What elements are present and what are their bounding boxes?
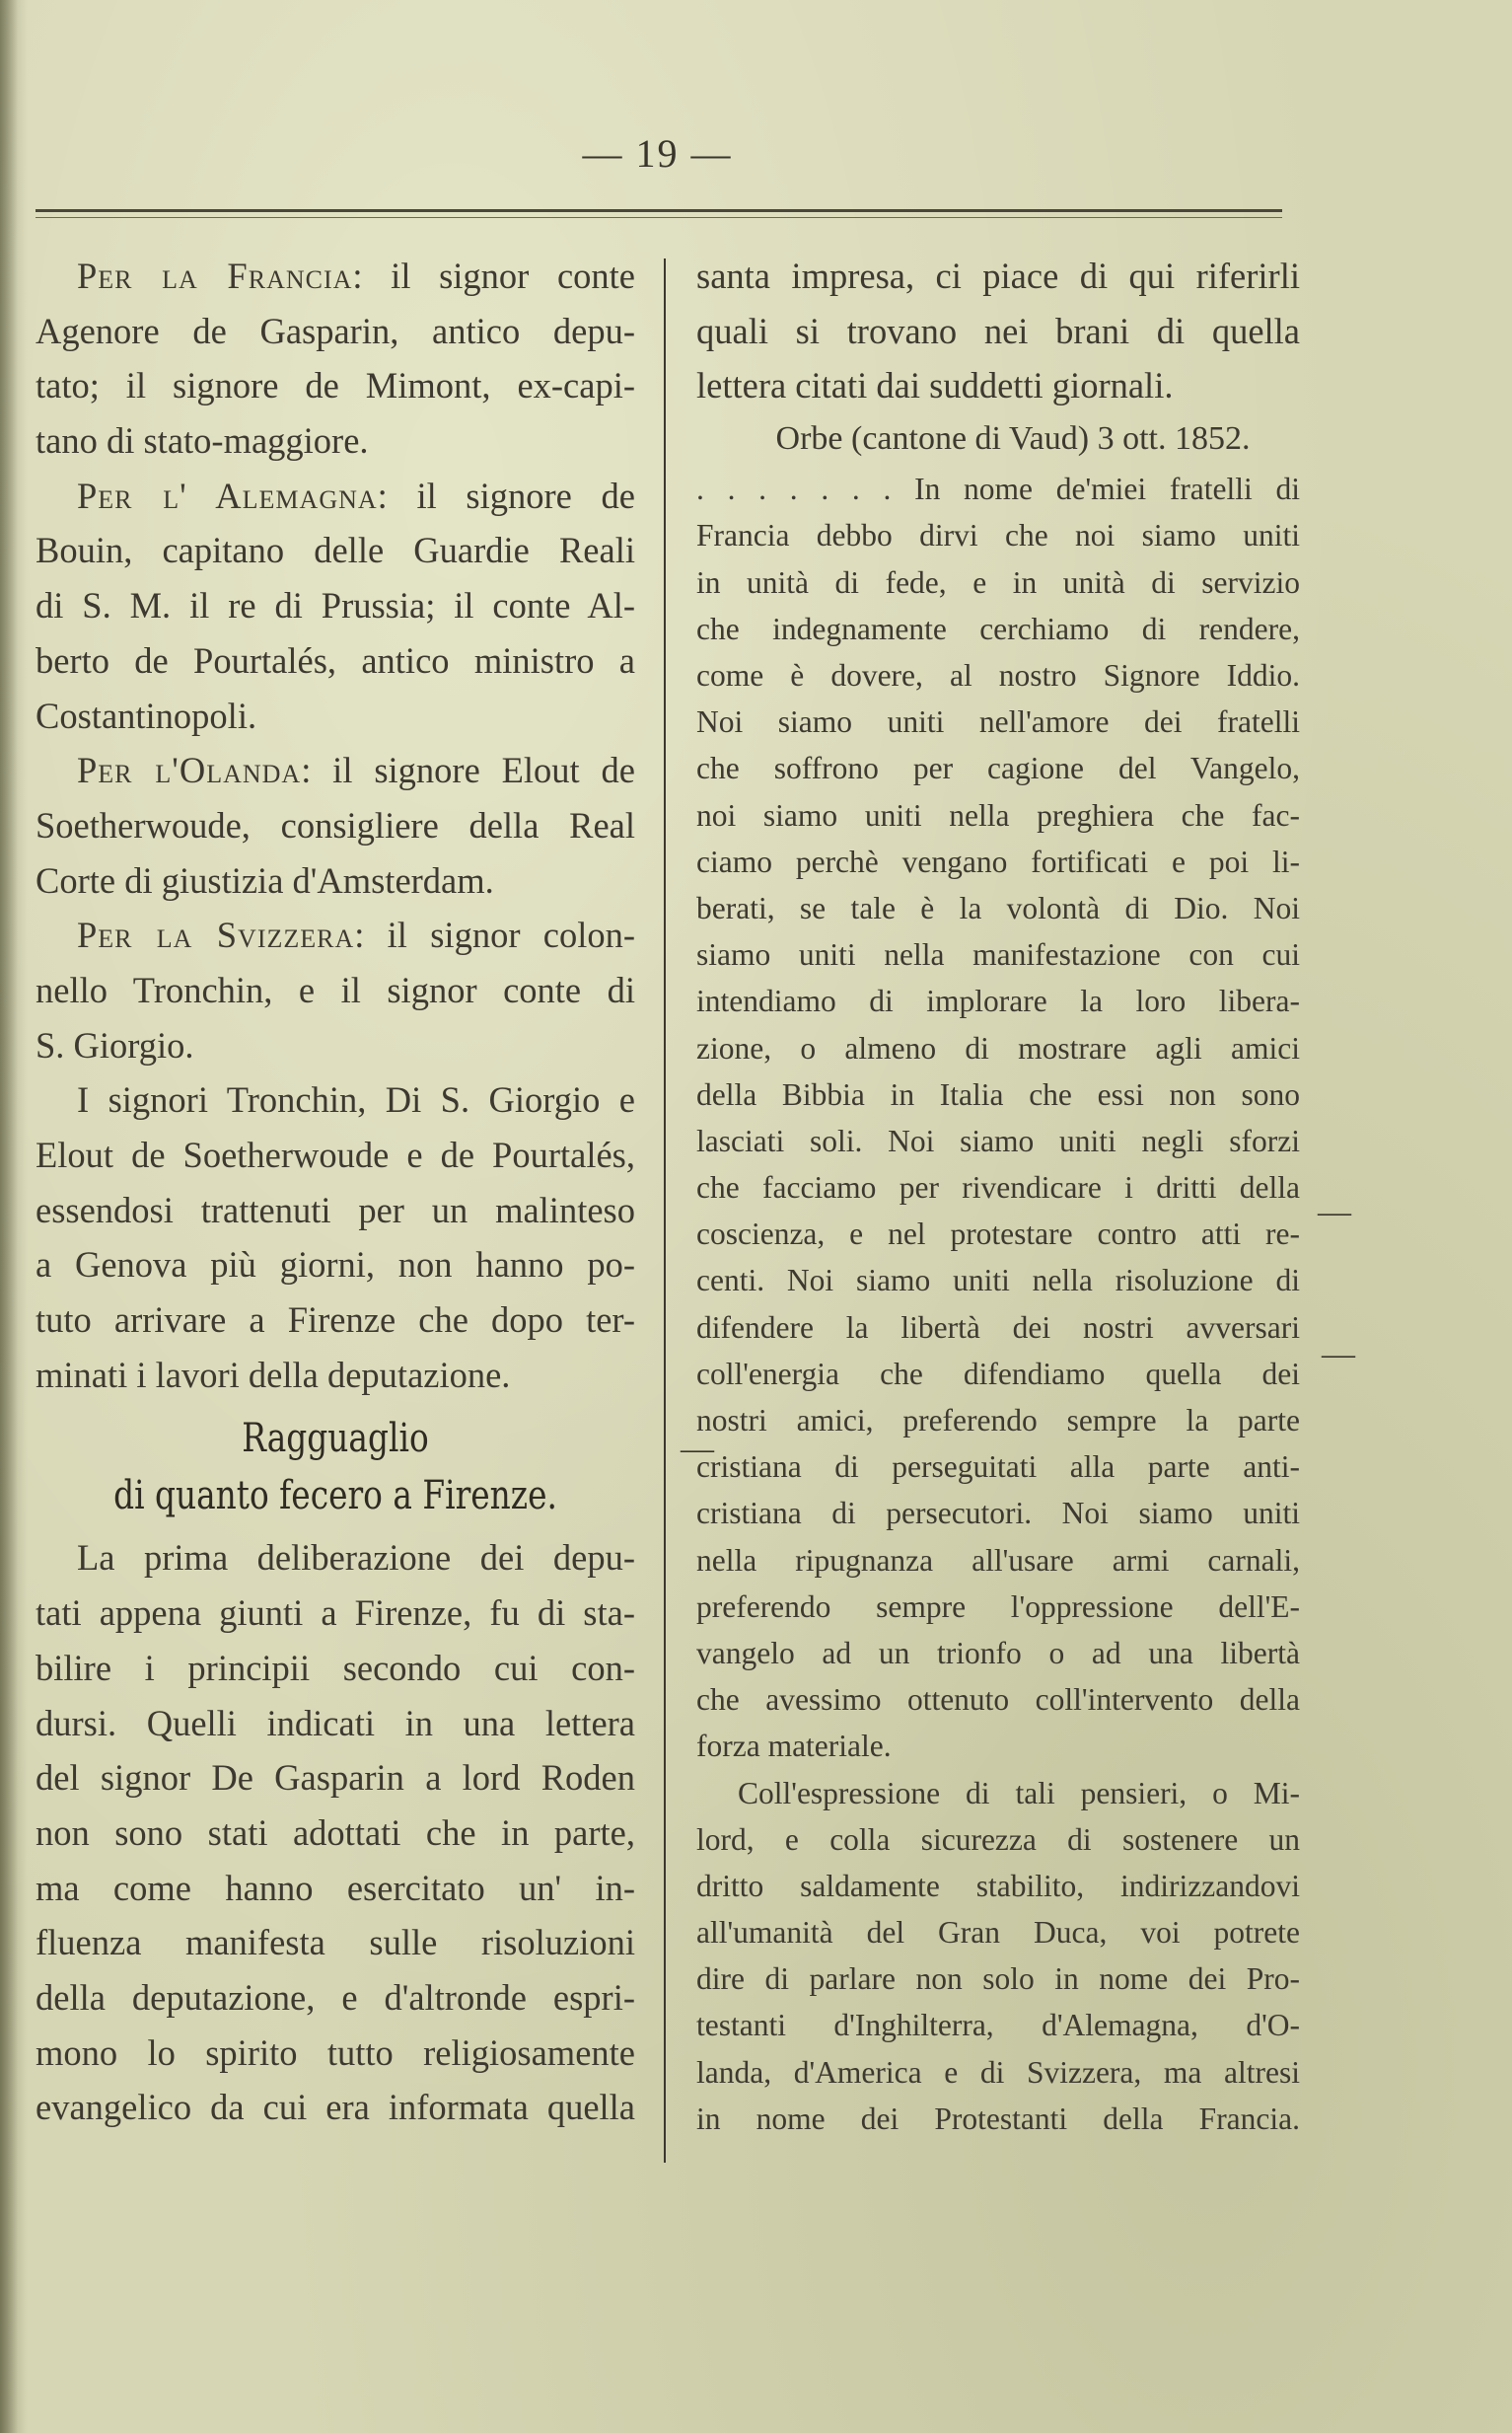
- paragraph-line: non sono stati adottati che in parte,: [36, 1811, 635, 1853]
- column-divider: [664, 258, 666, 2163]
- letter-line: intendiamo di implorare la loro libera-: [696, 984, 1300, 1019]
- letter-line: . . . . . . . In nome de'miei fratelli di: [696, 472, 1300, 507]
- paragraph-line: Per la Francia: il signor conte: [77, 256, 635, 296]
- letter-line: in nome dei Protestanti della Francia.: [696, 2101, 1300, 2136]
- letter-line: noi siamo uniti nella preghiera che fac-: [696, 797, 1300, 833]
- paragraph-olanda: [36, 743, 635, 908]
- margin-mark: —: [1322, 1336, 1355, 1372]
- paragraph-line: Per l' Alemagna: il signore de: [77, 475, 635, 516]
- letter-line: come è dovere, al nostro Signore Iddio.: [696, 658, 1300, 693]
- paragraph-line: di S. M. il re di Prussia; il conte Al-: [36, 585, 635, 627]
- paragraph-intro: [696, 249, 1300, 413]
- letter-line: Coll'espressione di tali pensieri, o Mi-: [738, 1775, 1300, 1810]
- paragraph-line: minati i lavori della deputazione.: [36, 1354, 511, 1395]
- margin-mark: —: [681, 1431, 714, 1467]
- section-title: Ragguaglio: [242, 1416, 429, 1462]
- paragraph-line: berto de Pourtalés, antico ministro a: [36, 639, 635, 681]
- page-number: — 19 —: [582, 131, 733, 176]
- paragraph-delay-note: [36, 1072, 635, 1402]
- letter-line: landa, d'America e di Svizzera, ma altresi: [696, 2054, 1300, 2090]
- letter-line: nostri amici, preferendo sempre la parte: [696, 1403, 1300, 1438]
- letter-line: Francia debbo dirvi che noi siamo uniti: [696, 518, 1300, 553]
- letter-line: dire di parlare non solo in nome dei Pro-: [696, 1961, 1300, 1997]
- paragraph-line: del signor De Gasparin a lord Roden: [36, 1757, 635, 1799]
- letter-line: testanti d'Inghilterra, d'Alemagna, d'O-: [696, 2008, 1300, 2043]
- paragraph-line: Elout de Soetherwoude e de Pourtalés,: [36, 1135, 635, 1175]
- paragraph-line: a Genova più giorni, non hanno po-: [36, 1244, 635, 1286]
- letter-line: della Bibbia in Italia che essi non sono: [696, 1076, 1300, 1112]
- letter-line: che avessimo ottenuto coll'intervento della: [696, 1682, 1300, 1718]
- letter-line: che indegnamente cerchiamo di rendere,: [696, 611, 1300, 646]
- paragraph-line: Soetherwoude, consigliere della Real: [36, 804, 635, 846]
- letter-line: nella ripugnanza all'usare armi carnali,: [696, 1542, 1300, 1578]
- letter-line: vangelo ad un trionfo o ad una libertà: [696, 1635, 1300, 1670]
- paragraph-line: Costantinopoli.: [36, 695, 257, 736]
- letter-line: difendere la libertà dei nostri avversari: [696, 1309, 1300, 1345]
- letter-line: cristiana di perseguitati alla parte anti-: [696, 1449, 1300, 1485]
- paragraph-line: lettera citati dai suddetti giornali.: [696, 365, 1174, 406]
- letter-line: centi. Noi siamo uniti nella risoluzione di: [696, 1263, 1300, 1298]
- paragraph-line: tato; il signore de Mimont, ex-capi-: [36, 365, 635, 406]
- paragraph-svizzera: [36, 908, 635, 1072]
- paragraph-line: I signori Tronchin, Di S. Giorgio e: [77, 1079, 635, 1121]
- letter-line: ciamo perchè vengano fortificati e poi li-: [696, 844, 1300, 879]
- letter-line: lord, e colla sicurezza di sostenere un: [696, 1821, 1300, 1857]
- country-label: Per la Svizzera: [77, 915, 355, 956]
- paragraph-line: bilire i principii secondo cui con-: [36, 1647, 635, 1688]
- letter-line: che soffrono per cagione del Vangelo,: [696, 751, 1300, 786]
- letter-line: siamo uniti nella manifestazione con cui: [696, 937, 1300, 973]
- header-rule-thick: [36, 209, 1282, 212]
- paragraph-line: Bouin, capitano delle Guardie Reali: [36, 530, 635, 571]
- paragraph-line: tano di stato-maggiore.: [36, 420, 369, 462]
- letter-line: lasciati soli. Noi siamo uniti negli sforzi: [696, 1123, 1300, 1158]
- paragraph-first-deliberation: [36, 1530, 635, 2135]
- letter-line: berati, se tale è la volontà di Dio. Noi: [696, 890, 1300, 925]
- letter-line: cristiana di persecutori. Noi siamo uniti: [696, 1496, 1300, 1531]
- paragraph-line: evangelico da cui era informata quella: [36, 2087, 635, 2128]
- paragraph-line: tati appena giunti a Firenze, fu di sta-: [36, 1592, 635, 1634]
- letter-line: zione, o almeno di mostrare agli amici: [696, 1030, 1300, 1066]
- paragraph-line: quali si trovano nei brani di quella: [696, 310, 1300, 351]
- paragraph-line: Corte di giustizia d'Amsterdam.: [36, 859, 494, 901]
- section-subtitle: di quanto fecero a Firenze.: [113, 1473, 557, 1519]
- paragraph-line: Per l'Olanda: il signore Elout de: [77, 750, 635, 791]
- letter-line: dritto saldamente stabilito, indirizzandovi: [696, 1868, 1300, 1903]
- paragraph-line: Per la Svizzera: il signor colon-: [77, 915, 635, 956]
- right-column: [696, 249, 1300, 2142]
- paragraph-alemagna: [36, 469, 635, 743]
- letter-line: coscienza, e nel protestare contro atti re-: [696, 1216, 1300, 1252]
- paragraph-line: tuto arrivare a Firenze che dopo ter-: [36, 1299, 635, 1341]
- letter-line: coll'energia che difendiamo quella dei: [696, 1356, 1300, 1391]
- letter-line: che facciamo per rivendicare i dritti della: [696, 1170, 1300, 1206]
- letter-line: all'umanità del Gran Duca, voi potrete: [696, 1915, 1300, 1951]
- paragraph-francia: [36, 249, 635, 469]
- country-label: Per l' Alemagna: [77, 475, 378, 516]
- paragraph-line: Agenore de Gasparin, antico depu-: [36, 310, 635, 351]
- paragraph-line: dursi. Quelli indicati in una lettera: [36, 1702, 635, 1743]
- letter-dateline: Orbe (cantone di Vaud) 3 ott. 1852.: [775, 420, 1251, 458]
- page-edge-shadow: [0, 0, 18, 2433]
- header-rule-thin: [36, 217, 1282, 218]
- margin-mark: —: [1318, 1194, 1351, 1230]
- paragraph-line: La prima deliberazione dei depu-: [77, 1537, 635, 1579]
- paragraph-line: della deputazione, e d'altronde espri-: [36, 1976, 635, 2018]
- letter-line: Noi siamo uniti nell'amore dei fratelli: [696, 704, 1300, 740]
- left-column: [36, 249, 635, 2135]
- paragraph-line: S. Giorgio.: [36, 1024, 194, 1066]
- letter-line: forza materiale.: [696, 1729, 892, 1764]
- letter-block: [696, 415, 1300, 2142]
- paragraph-line: essendosi trattenuti per un malinteso: [36, 1189, 635, 1230]
- paragraph-line: fluenza manifesta sulle risoluzioni: [36, 1922, 635, 1963]
- paragraph-line: ma come hanno esercitato un' in-: [36, 1867, 635, 1908]
- paragraph-line: mono lo spirito tutto religiosamente: [36, 2031, 635, 2073]
- paragraph-line: santa impresa, ci piace di qui riferirli: [696, 256, 1300, 296]
- paragraph-line: nello Tronchin, e il signor conte di: [36, 969, 635, 1010]
- letter-line: preferendo sempre l'oppressione dell'E-: [696, 1588, 1300, 1624]
- country-label: Per la Francia: [77, 256, 353, 296]
- letter-line: in unità di fede, e in unità di servizio: [696, 564, 1300, 600]
- country-label: Per l'Olanda: [77, 750, 302, 791]
